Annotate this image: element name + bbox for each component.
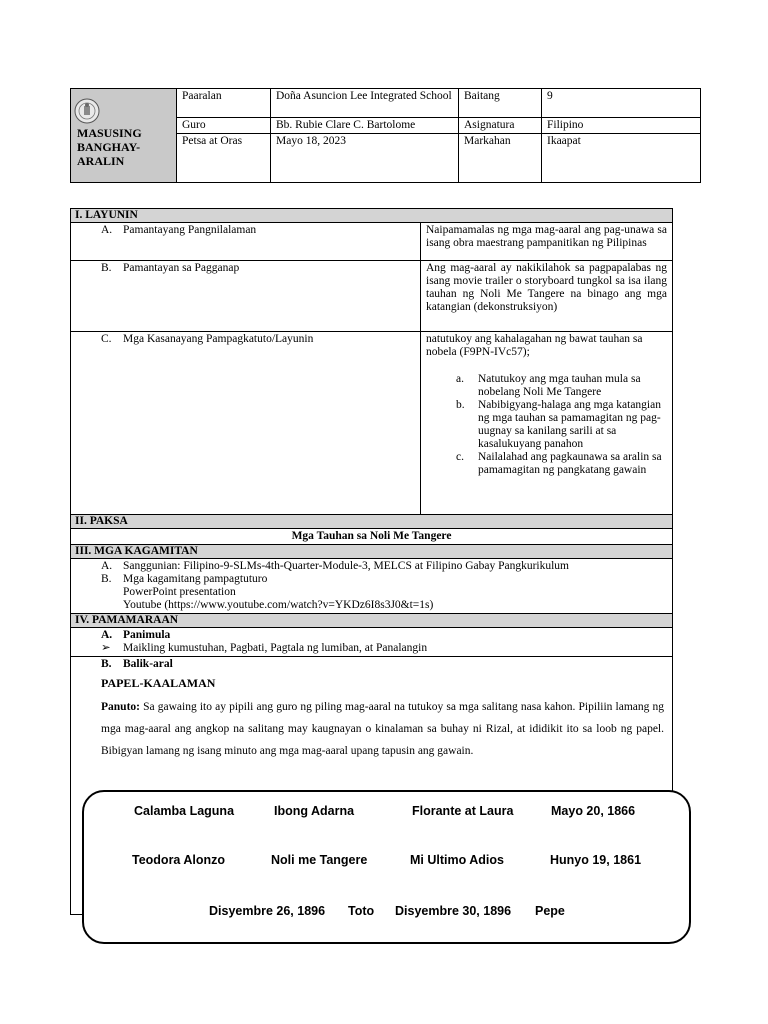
asignatura-label: Asignatura	[459, 118, 542, 134]
word-item: Mayo 20, 1866	[551, 804, 636, 818]
list-item: a. Natutukoy ang mga tauhan mula sa nobelang Noli Me Tangere	[456, 373, 641, 398]
layunin-c-label: C. Mga Kasanayang Pampagkatuto/Layunin	[71, 332, 421, 515]
layunin-c-content	[421, 332, 673, 515]
list-item: b. Nabibigyang-halaga ang mga katangian ng mga tauhan sa pamamagitan ng pag-uugnay sa kanilang sarili at sa kasalukuyang panahon	[456, 399, 661, 450]
paksa-title: Mga Tauhan sa Noli Me Tangere	[71, 529, 673, 545]
word-item: Disyembre 30, 1896	[395, 904, 512, 918]
word-item: Disyembre 26, 1896	[209, 904, 326, 918]
kagamitan-content: A. Sanggunian: Filipino-9-SLMs-4th-Quarter-Module-3, MELCS at Filipino Gabay Pangkurikulum B. Mga kagamitang pampagtuturo PowerPoint presentation Youtube (https://www.youtube.com/watch?v=YKDz6I8s3J0&t=1s)	[71, 559, 673, 614]
petsa-value: Mayo 18, 2023	[271, 134, 459, 183]
baitang-value: 9	[542, 89, 701, 118]
panimula-content: A. Panimula ➢ Maikling kumustuhan, Pagbati, Pagtala ng lumiban, at Panalangin	[71, 628, 673, 657]
layunin-b-label: B. Pamantayan sa Pagganap	[71, 261, 421, 332]
kagamitan-heading: III. MGA KAGAMITAN	[71, 545, 673, 559]
layunin-b-text: Ang mag-aaral ay nakikilahok sa pagpapalabas ng isang movie trailer o storyboard tungkol sa isa ilang tauhan ng Noli Me Tangere na binago ang mga katangian (dekonstruksiyon)	[421, 261, 673, 332]
plan-title-cell	[71, 89, 177, 183]
word-item: Calamba Laguna	[134, 804, 235, 818]
baitang-label: Baitang	[459, 89, 542, 118]
word-item: Noli me Tangere	[271, 853, 368, 867]
guro-value: Bb. Rubie Clare C. Bartolome	[271, 118, 459, 134]
asignatura-value: Filipino	[542, 118, 701, 134]
list-item: c. Nailalahad ang pagkaunawa sa aralin sa pamamagitan ng pangkatang gawain	[456, 451, 662, 476]
balik-aral-content: B. Balik-aral PAPEL-KAALAMAN Panuto: Sa gawaing ito ay pipili ang guro ng piling mag-aaral na tutukoy sa mga salitang nasa kahon. Pipiliin lamang ng mga mag-aaral ang angkop na salitang may kaugnayan o kinalaman sa buhay ni Rizal, at ididikit ito sa loob ng papel. Bibigyan lamang ng isang minuto ang mga mag-aaral upang tapusin ang gawain.	[71, 657, 673, 915]
guro-label: Guro	[177, 118, 271, 134]
plan-title: MASUSING BANGHAY- ARALIN	[77, 126, 142, 168]
markahan-value: Ikaapat	[542, 134, 701, 183]
layunin-heading: I. LAYUNIN	[71, 209, 673, 223]
deped-seal-icon	[74, 98, 100, 124]
word-item: Teodora Alonzo	[132, 853, 226, 867]
panuto: Panuto: Sa gawaing ito ay pipili ang guro ng piling mag-aaral na tutukoy sa mga salitang nasa kahon. Pipiliin lamang ng mga mag-aaral ang angkop na salitang may kaugnayan o kinalaman sa buhay ni Rizal, at ididikit ito sa loob ng papel. Bibigyan lamang ng isang minuto ang mga mag-aaral upang tapusin ang gawain.	[101, 701, 665, 757]
objective-list	[426, 373, 667, 477]
word-item: Pepe	[535, 904, 565, 918]
activity-title: PAPEL-KAALAMAN	[101, 676, 216, 690]
word-item: Ibong Adarna	[274, 804, 355, 818]
header-table	[70, 88, 701, 183]
petsa-label: Petsa at Oras	[177, 134, 271, 183]
word-item: Hunyo 19, 1861	[550, 853, 642, 867]
word-item: Mi Ultimo Adios	[410, 853, 504, 867]
layunin-a-text: Naipamamalas ng mga mag-aaral ang pag-unawa sa isang obra maestrang pampanitikan ng Pilipinas	[421, 223, 673, 261]
paaralan-value: Doña Asuncion Lee Integrated School	[271, 89, 459, 118]
layunin-c-intro: natutukoy ang kahalagahan ng bawat tauhan sa nobela (F9PN-IVc57);	[426, 333, 643, 358]
word-box	[82, 790, 691, 944]
youtube-link: Youtube (https://www.youtube.com/watch?v=YKDz6I8s3J0&t=1s)	[123, 599, 434, 611]
layunin-a-label: A. Pamantayang Pangnilalaman	[71, 223, 421, 261]
word-item: Florante at Laura	[412, 804, 514, 818]
bullet-arrow-icon: ➢	[101, 642, 111, 654]
pamamaraan-heading: IV. PAMAMARAAN	[71, 614, 673, 628]
paksa-heading: II. PAKSA	[71, 515, 673, 529]
paaralan-label: Paaralan	[177, 89, 271, 118]
markahan-label: Markahan	[459, 134, 542, 183]
word-item: Toto	[348, 904, 375, 918]
